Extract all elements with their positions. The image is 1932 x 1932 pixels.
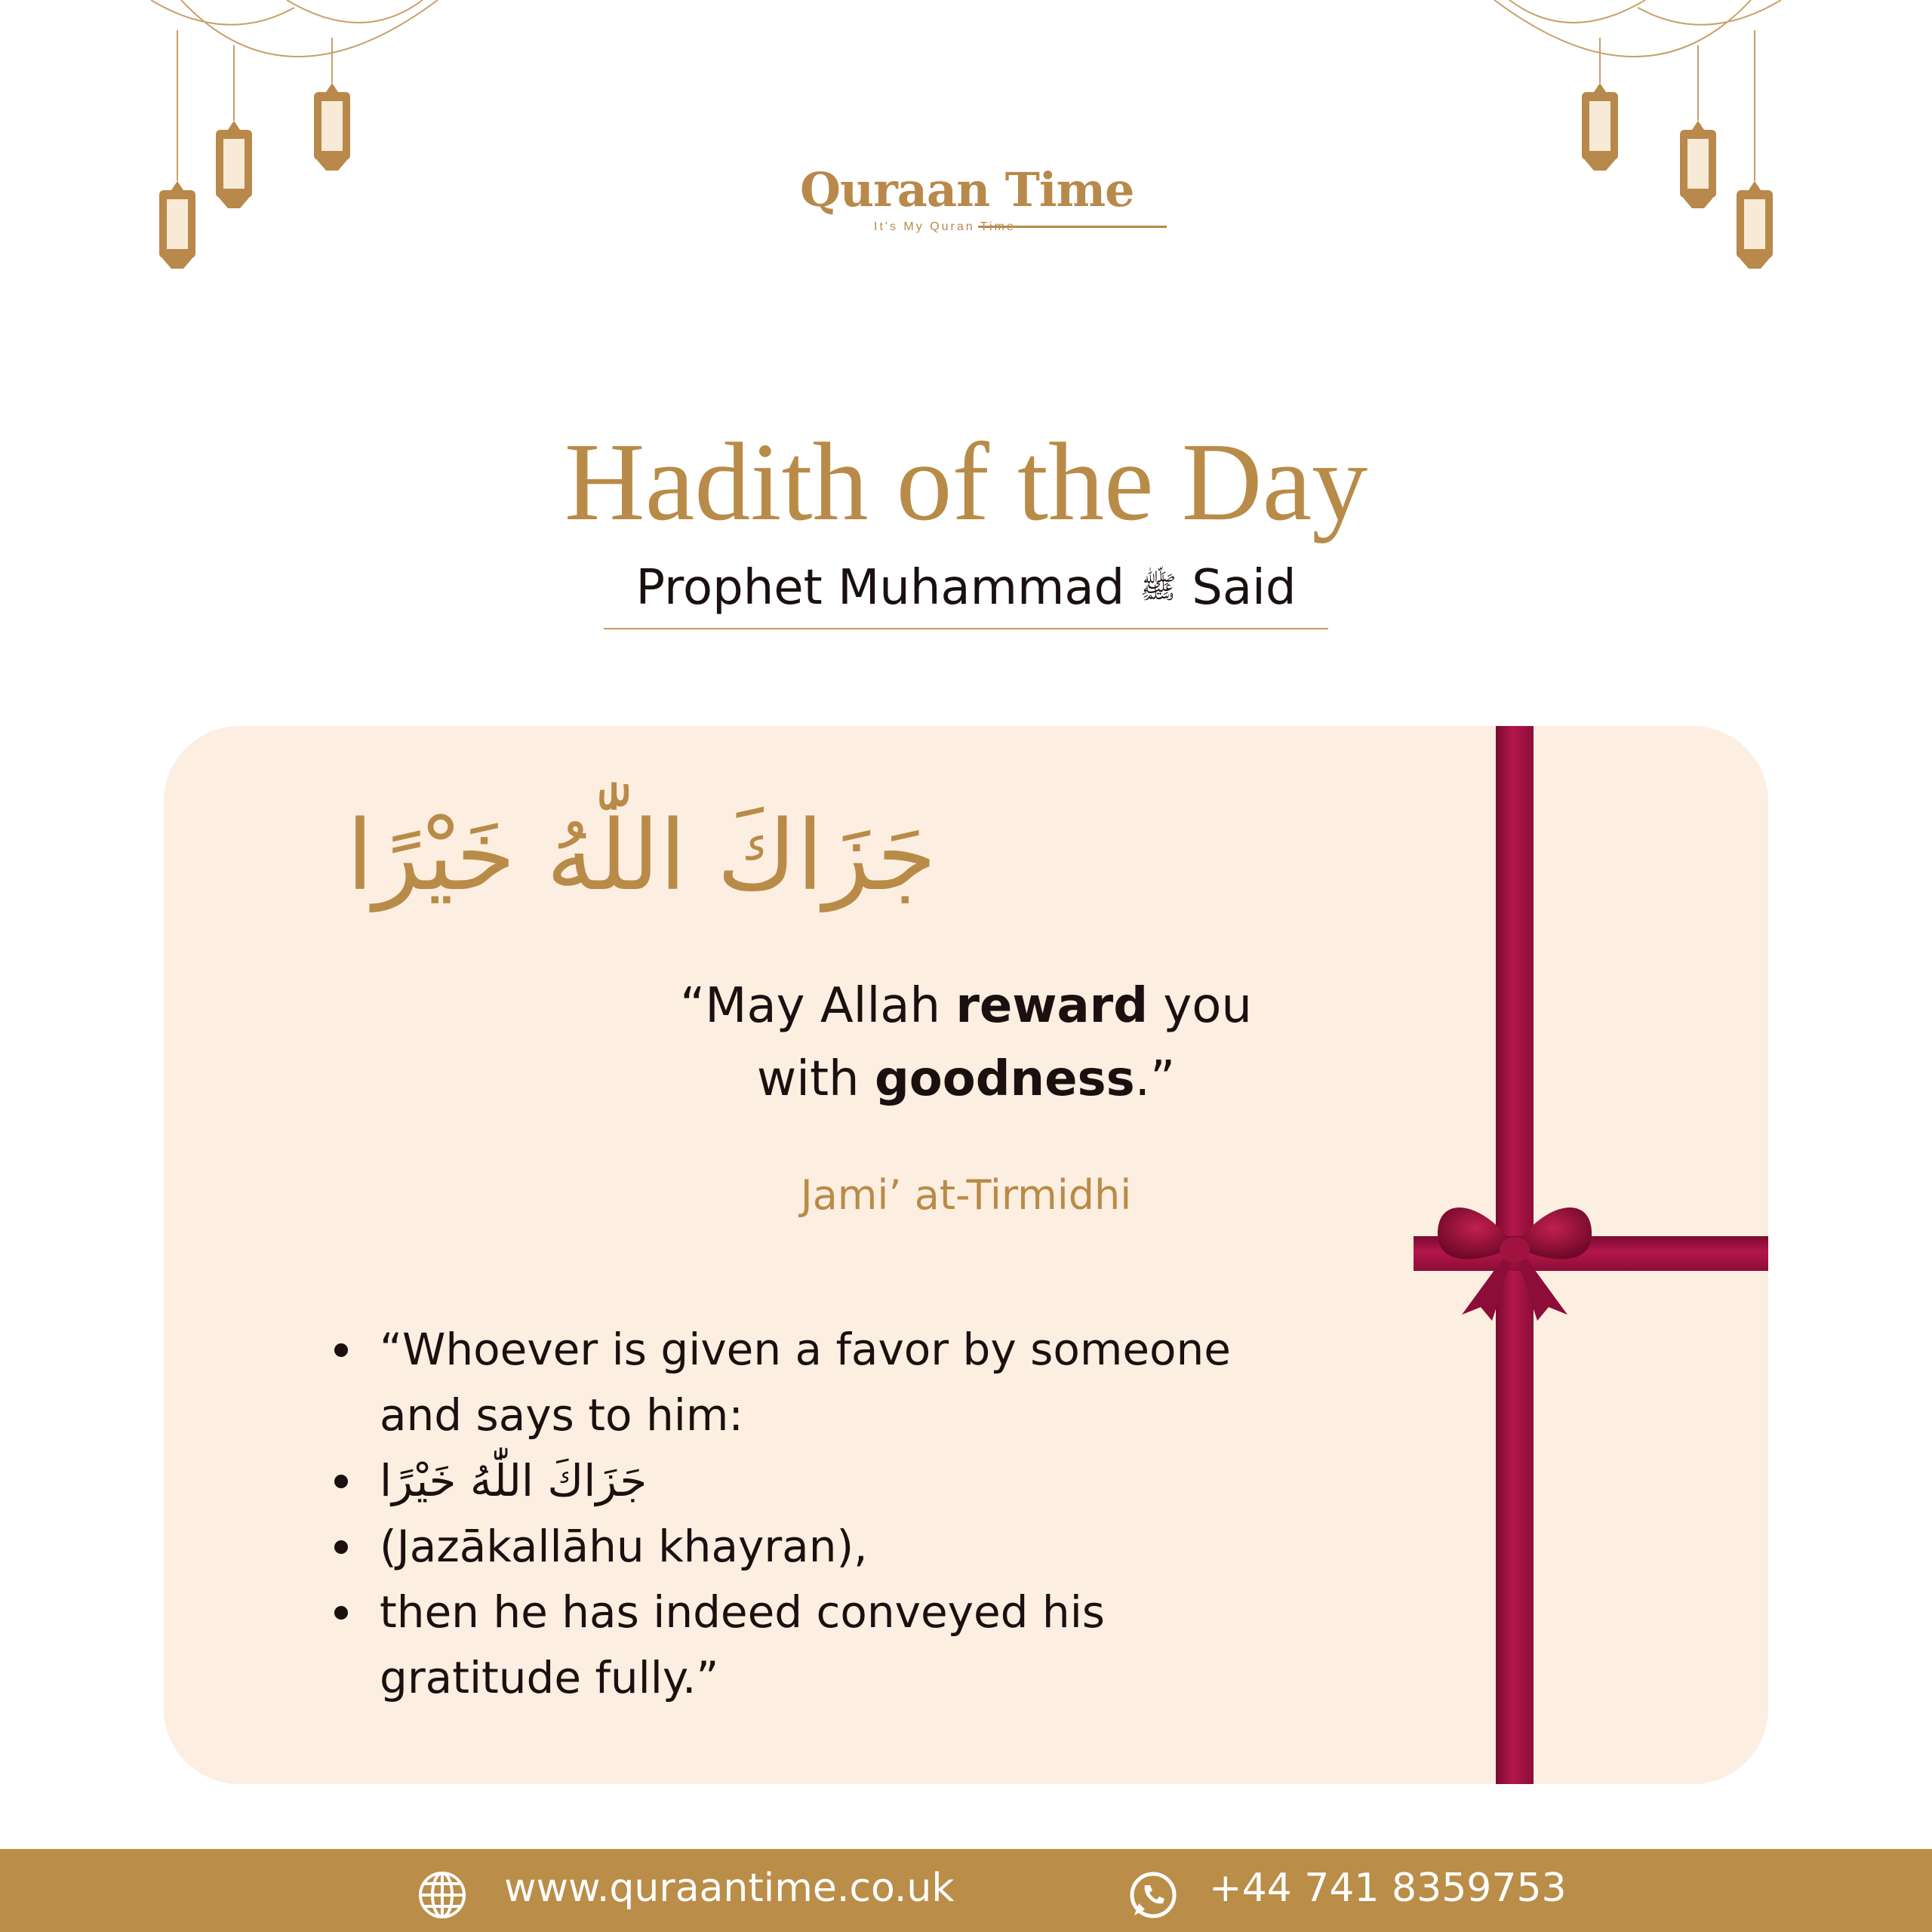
- logo-tagline: It's My Quran Time: [874, 220, 1016, 233]
- quote-emphasis-goodness: goodness: [874, 1051, 1135, 1107]
- subtitle-prefix: Prophet Muhammad: [635, 560, 1125, 616]
- list-item: “Whoever is given a favor by someone and says to him:: [328, 1317, 1309, 1448]
- list-item: (Jazākallāhu khayran),: [328, 1514, 1309, 1580]
- quote-text-3: with: [756, 1051, 875, 1107]
- website-link[interactable]: www.quraantime.co.uk: [504, 1866, 955, 1911]
- hadith-source: Jami’ at-Tirmidhi: [800, 1171, 1132, 1219]
- quote-text-2: you: [1148, 978, 1252, 1034]
- quote-emphasis-reward: reward: [955, 978, 1148, 1034]
- hanging-lanterns-left-decoration: [136, 0, 634, 287]
- globe-icon: [417, 1870, 467, 1920]
- logo-wordmark: Quraan Time: [800, 162, 1134, 217]
- quraan-time-logo: [800, 162, 1132, 238]
- list-item: جَزَاكَ اللّٰهُ خَيْرًا: [328, 1448, 1309, 1514]
- page-subtitle: [0, 560, 1932, 616]
- page-title: Hadith of the Day: [564, 420, 1368, 544]
- subtitle-divider: [604, 628, 1328, 629]
- whatsapp-icon: [1128, 1870, 1178, 1920]
- phone-number[interactable]: +44 741 8359753: [1209, 1866, 1567, 1911]
- hanging-lanterns-right-decoration: [1298, 0, 1796, 287]
- honorific-glyph: ﷺ: [1140, 571, 1177, 605]
- arabic-heading: جَزَاكَ اللّٰهُ خَيْرًا: [346, 800, 937, 912]
- list-item: then he has indeed conveyed his gratitude fully.”: [328, 1580, 1309, 1711]
- quote-text-4: .”: [1134, 1051, 1176, 1107]
- subtitle-suffix: Said: [1192, 560, 1297, 616]
- quote-text-1: “May Allah: [680, 978, 956, 1034]
- contact-footer: [0, 1849, 1932, 1932]
- hadith-bullet-list: [328, 1317, 1309, 1711]
- translation-quote: [0, 970, 1932, 1116]
